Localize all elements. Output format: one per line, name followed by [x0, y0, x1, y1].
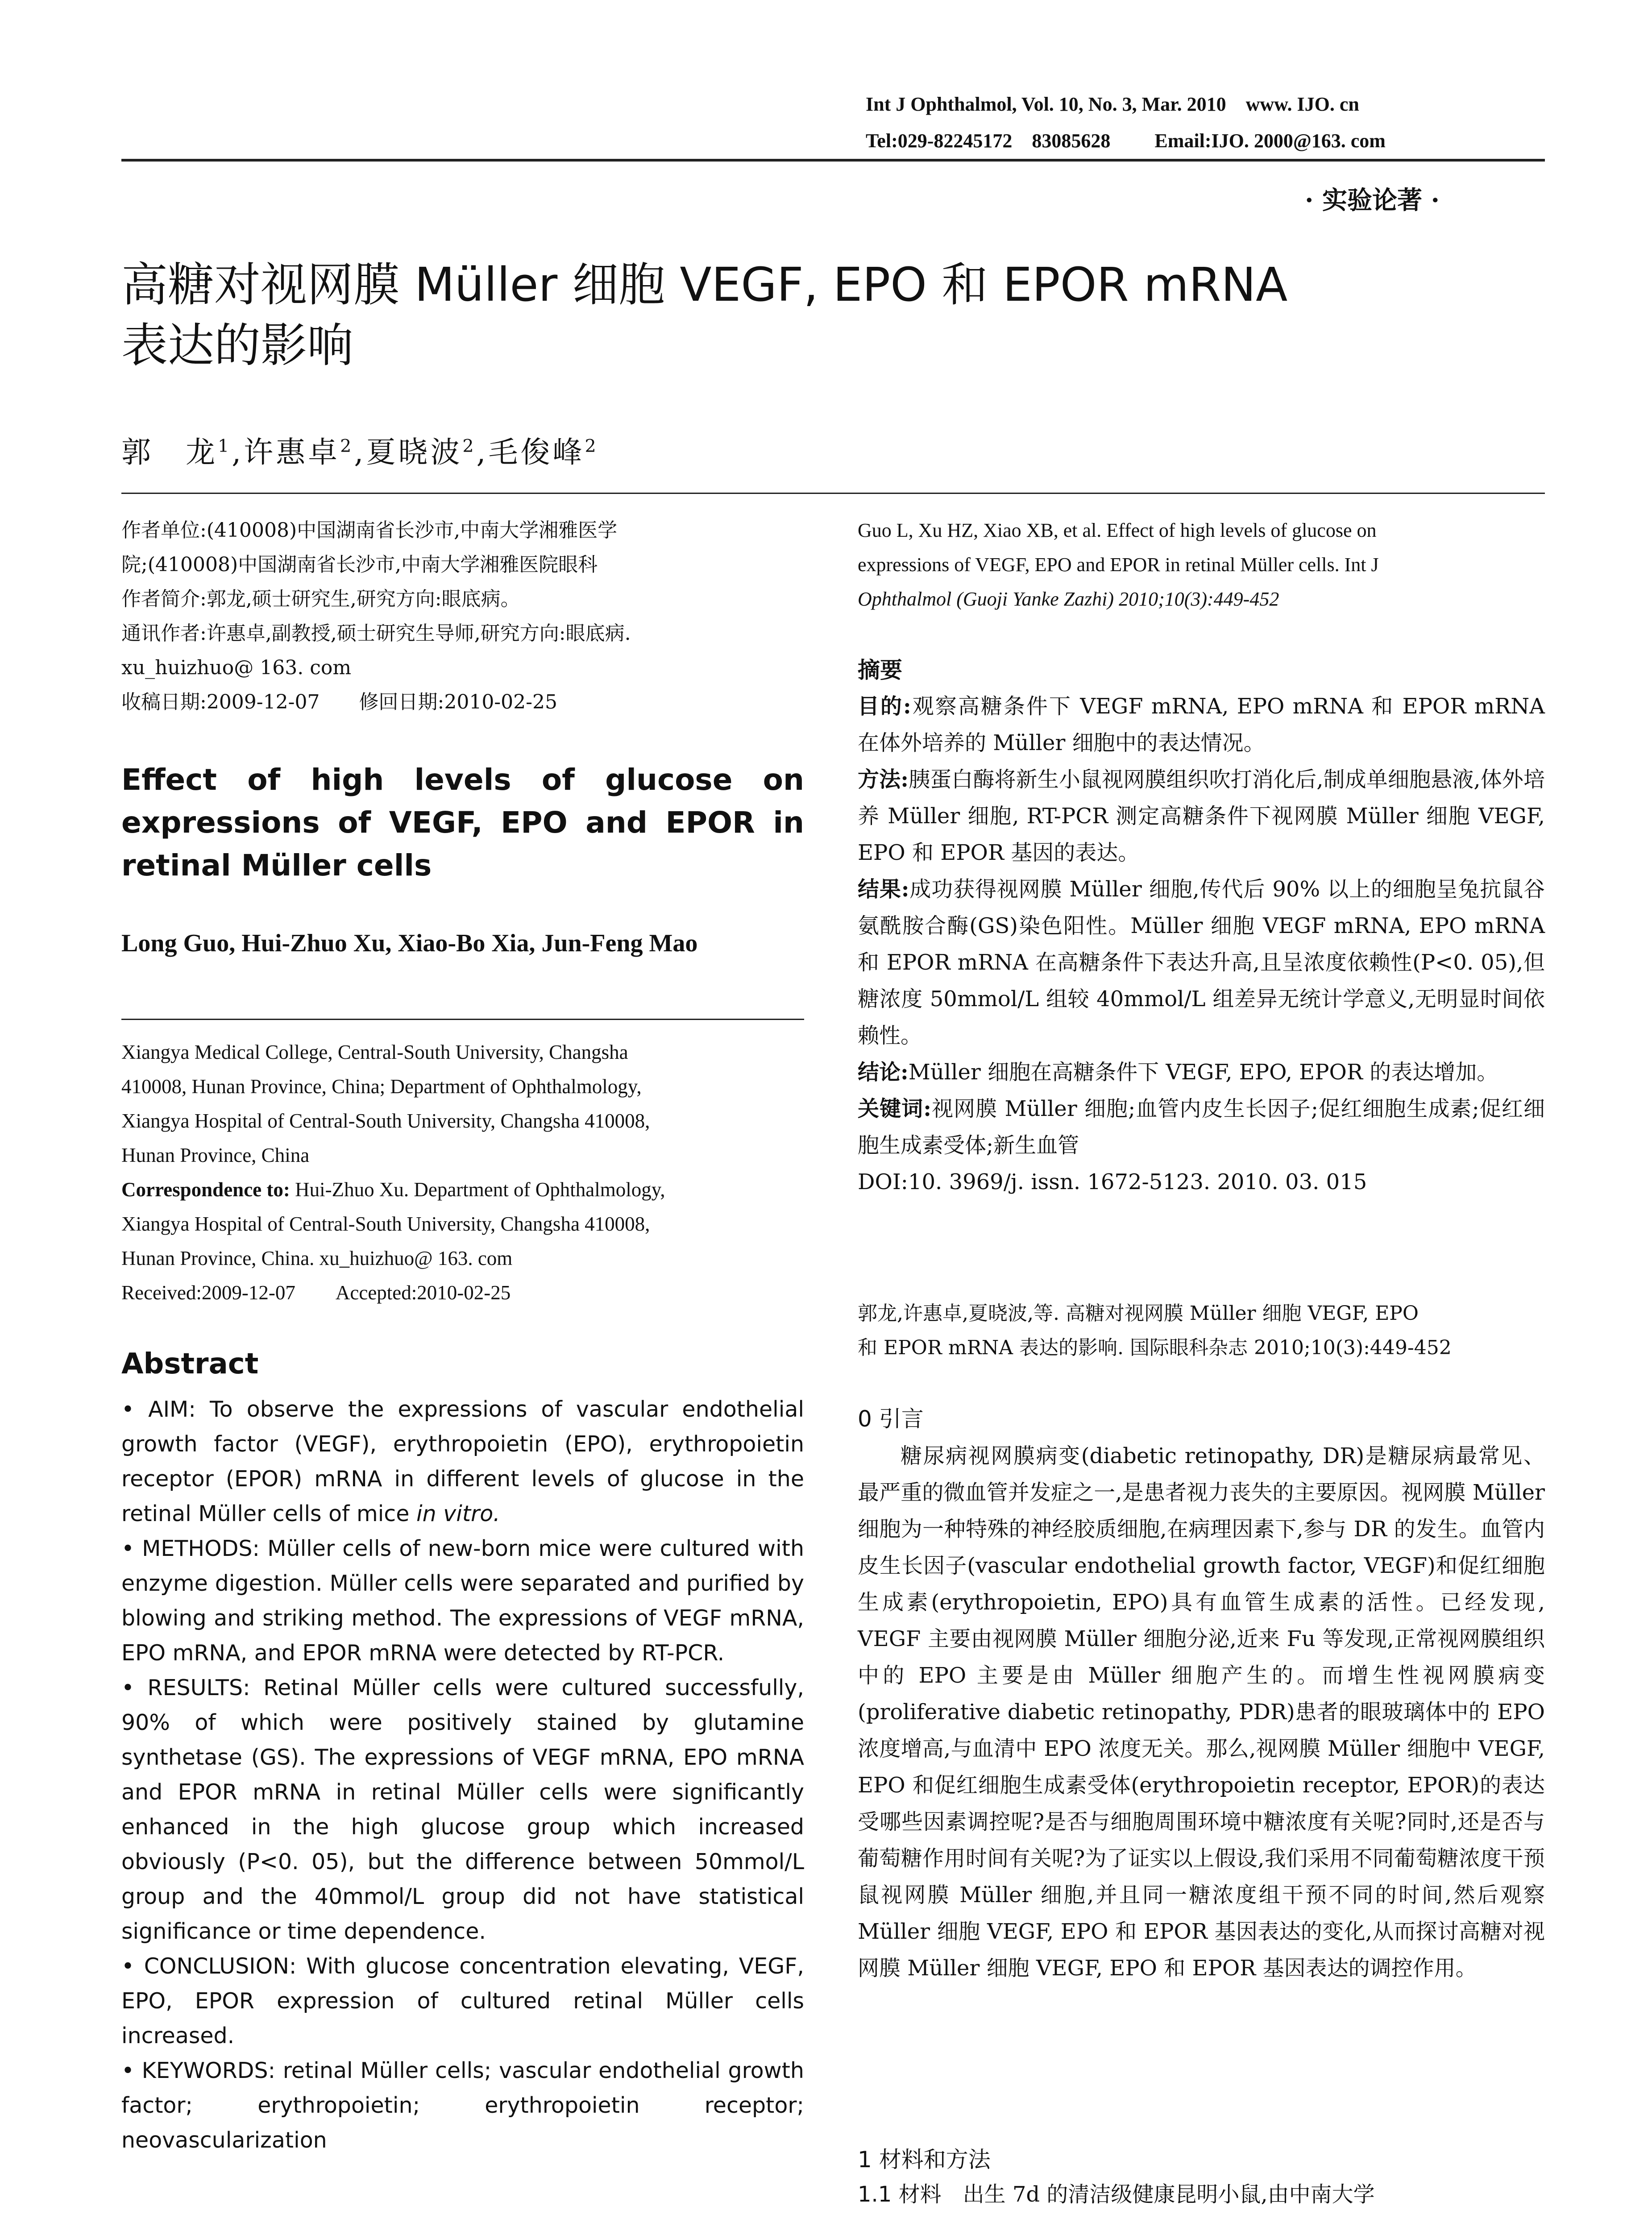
- abstract-heading: Abstract: [121, 1348, 259, 1381]
- affil-line: 作者单位:(410008)中国湖南省长沙市,中南大学湘雅医学: [121, 519, 618, 542]
- abstract-en: [121, 1392, 804, 2158]
- abstract-aim-text: • AIM: To observe the expressions of vascular endothelial growth factor (VEGF), erythropoietin (EPO), erythropoietin receptor (EPOR) mRNA in different levels of glucose in the retinal Müller cells of mice: [121, 1397, 804, 1526]
- authors-cn: 郭 龙$^1$,许惠卓$^2$,夏晓波$^2$,毛俊峰$^2$: [121, 435, 599, 469]
- citation-en: [858, 513, 1545, 616]
- author-4-affil: 2: [585, 436, 599, 456]
- abstract-cn-heading: 摘要: [858, 657, 902, 683]
- dates-en: Received:2009-12-07 Accepted:2010-02-25: [121, 1281, 511, 1304]
- author-1: 郭 龙: [121, 435, 218, 469]
- english-authors: Long Guo, Hui-Zhuo Xu, Xiao-Bo Xia, Jun-Feng Mao: [121, 929, 698, 957]
- abstract-cn-conclusion: [858, 1054, 1545, 1091]
- intro-paragraph: [858, 1438, 1545, 1986]
- citation-en-line: Guo L, Xu HZ, Xiao XB, et al. Effect of high levels of glucose on: [858, 519, 1377, 541]
- abstract-cn-methods-text: 胰蛋白酶将新生小鼠视网膜组织吹打消化后,制成单细胞悬液,体外培养 Müller 细胞, RT-PCR 测定高糖条件下视网膜 Müller 细胞 VEGF, EPO 和 EPOR 基因的表达。: [858, 767, 1545, 865]
- citation-cn: [858, 1296, 1545, 1365]
- affil-en-line: Xiangya Medical College, Central-South University, Changsha: [121, 1041, 628, 1063]
- abstract-cn-keywords-label: 关键词:: [858, 1096, 931, 1121]
- affiliation-en: [121, 1035, 804, 1310]
- author-1-affil: 1: [218, 436, 232, 456]
- title-line-1: 高糖对视网膜 Müller 细胞 VEGF, EPO 和 EPOR mRNA: [121, 257, 1288, 312]
- abstract-cn-results-label: 结果:: [858, 877, 909, 902]
- correspondence: [121, 1173, 804, 1207]
- abstract-keywords: • KEYWORDS: retinal Müller cells; vascular endothelial growth factor; erythropoietin; erythropoietin receptor; neovascularization: [121, 2058, 804, 2153]
- affil-line: 院;(410008)中国湖南省长沙市,中南大学湘雅医院眼科: [121, 553, 598, 576]
- doi: DOI:10. 3969/j. issn. 1672-5123. 2010. 03. 015: [858, 1169, 1367, 1194]
- correspondence-label: Correspondence to:: [121, 1178, 290, 1201]
- author-2-affil: 2: [340, 436, 354, 456]
- abstract-cn-conclusion-text: Müller 细胞在高糖条件下 VEGF, EPO, EPOR 的表达增加。: [908, 1060, 1498, 1085]
- author-intro: 作者简介:郭龙,硕士研究生,研究方向:眼底病。: [121, 588, 520, 610]
- authors-rule: [121, 493, 1545, 494]
- methods-subsection: [858, 2177, 1545, 2212]
- abstract-cn-methods: [858, 761, 1545, 871]
- abstract-cn-methods-label: 方法:: [858, 767, 909, 792]
- english-title: Effect of high levels of glucose on expressions of VEGF, EPO and EPOR in retinal Müller cells: [121, 763, 804, 883]
- section-tag: · 实验论著 ·: [1305, 186, 1440, 215]
- abstract-aim-italic: in vitro.: [416, 1501, 500, 1526]
- dates-cn: 收稿日期:2009-12-07 修回日期:2010-02-25: [121, 691, 558, 713]
- contact-header: Tel:029-82245172 83085628 Email:IJO. 2000@163. com: [866, 130, 1386, 152]
- correspondence-text: Hunan Province, China. xu_huizhuo@ 163. com: [121, 1247, 513, 1269]
- affil-en-line: Hunan Province, China: [121, 1144, 310, 1166]
- abstract-cn-keywords-text: 视网膜 Müller 细胞;血管内皮生长因子;促红细胞生成素;促红细胞生成素受体;新生血管: [858, 1096, 1545, 1158]
- abstract-cn-aim-text: 观察高糖条件下 VEGF mRNA, EPO mRNA 和 EPOR mRNA 在体外培养的 Müller 细胞中的表达情况。: [858, 694, 1545, 755]
- methods-heading: 1 材料和方法: [858, 2147, 991, 2173]
- abstract-cn-keywords: [858, 1091, 1545, 1164]
- affil-en-line: Xiangya Hospital of Central-South University, Changsha 410008,: [121, 1110, 650, 1132]
- affiliation-cn: [121, 513, 809, 719]
- title-line-2: 表达的影响: [121, 318, 354, 373]
- author-3: 夏晓波: [366, 435, 463, 469]
- abstract-cn: [858, 688, 1545, 1200]
- author-3-affil: 2: [462, 436, 477, 456]
- abstract-cn-results-text: 成功获得视网膜 Müller 细胞,传代后 90% 以上的细胞呈兔抗鼠谷氨酰胺合酶(GS)染色阳性。Müller 细胞 VEGF mRNA, EPO mRNA 和 EPOR mRNA 在高糖条件下表达升高,且呈浓度依赖性(P<0. 05),但糖浓度 50mmol/L 组较 40mmol/L 组差异无统计学意义,无明显时间依赖性。: [858, 877, 1545, 1048]
- intro-heading: 0 引言: [858, 1406, 924, 1432]
- header-rule: [121, 159, 1545, 162]
- abstract-conclusion: • CONCLUSION: With glucose concentration elevating, VEGF, EPO, EPOR expression of cultured retinal Müller cells increased.: [121, 1953, 804, 2049]
- citation-en-line: expressions of VEGF, EPO and EPOR in retinal Müller cells. Int J: [858, 554, 1379, 576]
- affil-en-line: 410008, Hunan Province, China; Department of Ophthalmology,: [121, 1075, 642, 1098]
- correspondence-text: Hui-Zhuo Xu. Department of Ophthalmology,: [290, 1178, 665, 1201]
- intro-text: 糖尿病视网膜病变(diabetic retinopathy, DR)是糖尿病最常见、最严重的微血管并发症之一,是患者视力丧失的主要原因。视网膜 Müller 细胞为一种特殊的神经胶质细胞,在病理因素下,参与 DR 的发生。血管内皮生长因子(vascular endothelial growth factor, VEGF)和促红细胞生成素(erythropoietin, EPO)具有血管生成素的活性。已经发现, VEGF 主要由视网膜 Müller 细胞分泌,近来 Fu 等发现,正常视网膜组织中的 EPO 主要是由 Müller 细胞产生的。而增生性视网膜病变(proliferative diabetic retinopathy, PDR)患者的眼玻璃体中的 EPO 浓度增高,与血清中 EPO 浓度无关。那么,视网膜 Müller 细胞中 VEGF, EPO 和促红细胞生成素受体(erythropoietin receptor, EPOR)的表达受哪些因素调控呢?是否与细胞周围环境中糖浓度有关呢?同时,还是否与葡萄糖作用时间有关呢?为了证实以上假设,我们采用不同葡萄糖浓度干预鼠视网膜 Müller 细胞,并且同一糖浓度组干预不同的时间,然后观察 Müller 细胞 VEGF, EPO 和 EPOR 基因表达的变化,从而探讨高糖对视网膜 Müller 细胞 VEGF, EPO 和 EPOR 基因表达的调控作用。: [858, 1443, 1545, 1981]
- citation-cn-line: 郭龙,许惠卓,夏晓波,等. 高糖对视网膜 Müller 细胞 VEGF, EPO: [858, 1302, 1419, 1325]
- abstract-cn-results: [858, 871, 1545, 1054]
- abstract-methods: • METHODS: Müller cells of new-born mice were cultured with enzyme digestion. Müller cells were separated and purified by blowing and striking method. The expressions of VEGF mRNA, EPO mRNA, and EPOR mRNA were detected by RT-PCR.: [121, 1536, 804, 1666]
- methods-sub-text: 出生 7d 的清洁级健康昆明小鼠,由中南大学: [941, 2182, 1375, 2207]
- methods-sub-label: 1.1 材料: [858, 2182, 942, 2207]
- email: xu_huizhuo@ 163. com: [121, 656, 352, 679]
- author-2: 许惠卓: [244, 435, 340, 469]
- journal-header: Int J Ophthalmol, Vol. 10, No. 3, Mar. 2010 www. IJO. cn: [866, 93, 1359, 115]
- author-4: 毛俊峰: [488, 435, 585, 469]
- abstract-cn-conclusion-label: 结论:: [858, 1060, 909, 1085]
- citation-en-line: Ophthalmol (Guoji Yanke Zazhi) 2010;10(3):449-452: [858, 588, 1279, 610]
- corresponding-author: 通讯作者:许惠卓,副教授,硕士研究生导师,研究方向:眼底病.: [121, 622, 631, 645]
- abstract-results: • RESULTS: Retinal Müller cells were cultured successfully, 90% of which were positively stained by glutamine synthetase (GS). The expressions of VEGF mRNA, EPO mRNA and EPOR mRNA in retinal Müller cells were significantly enhanced in the high glucose group which increased obviously (P<0. 05), but the difference between 50mmol/L group and the 40mmol/L group did not have statistical significance or time dependence.: [121, 1675, 804, 1944]
- abstract-cn-aim-label: 目的:: [858, 694, 911, 719]
- abstract-aim: [121, 1392, 804, 1531]
- abstract-cn-aim: [858, 688, 1545, 761]
- citation-cn-line: 和 EPOR mRNA 表达的影响. 国际眼科杂志 2010;10(3):449-452: [858, 1336, 1452, 1359]
- correspondence-text: Xiangya Hospital of Central-South University, Changsha 410008,: [121, 1213, 650, 1235]
- affil-rule: [121, 1019, 804, 1020]
- page-title: [121, 254, 1549, 376]
